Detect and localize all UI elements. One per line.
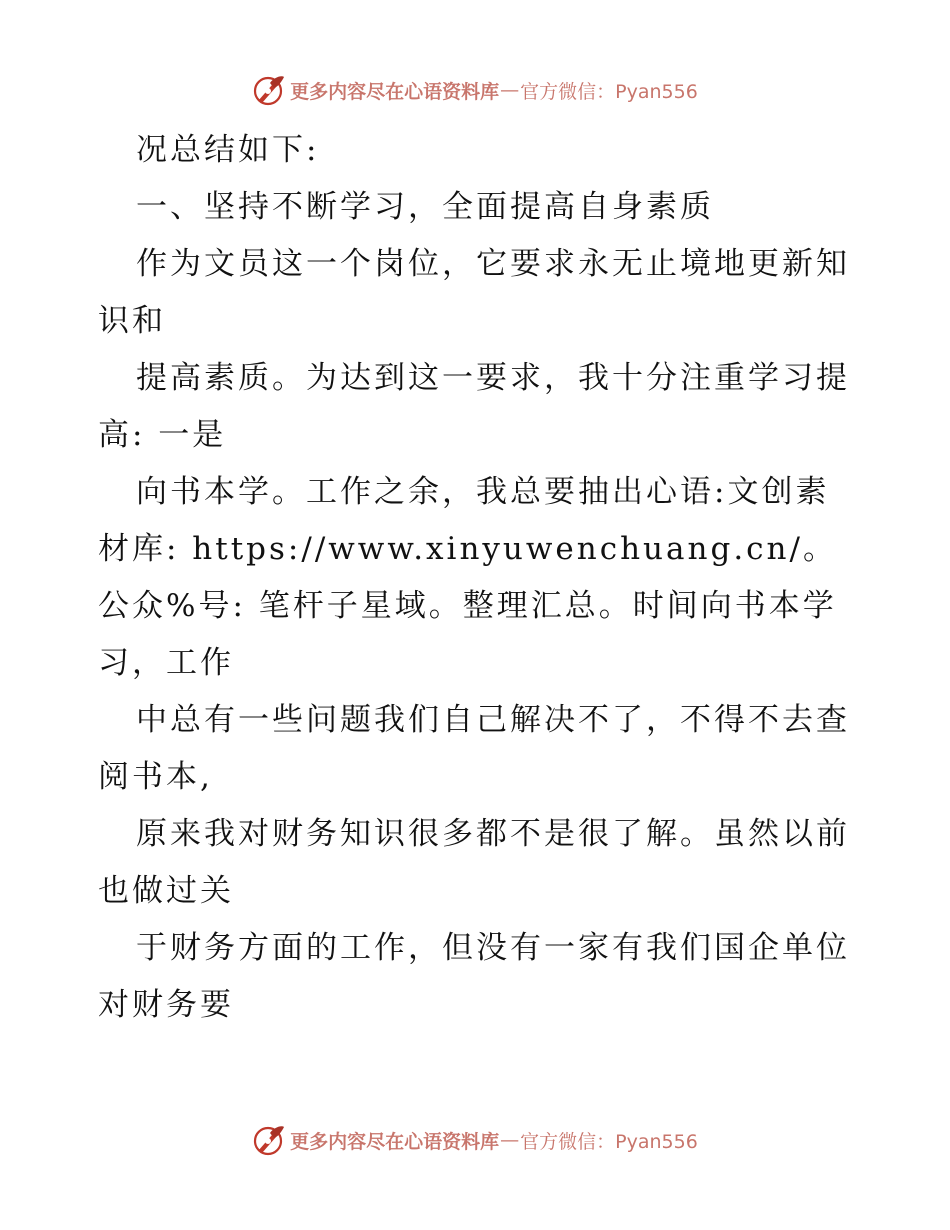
quill-pen-logo-icon — [252, 1123, 286, 1157]
document-body — [98, 122, 858, 1034]
paragraph: 向书本学。工作之余，我总要抽出心语:文创素材库: https://www.xinyuwenchuang.cn/。公众%号: 笔杆子星域。整理汇总。时间向书本学习，工作 — [98, 474, 837, 681]
banner-dash: — — [500, 1129, 520, 1151]
header-banner — [0, 68, 950, 112]
banner-wechat-text: 官方微信：Pyan556 — [520, 1130, 698, 1153]
paragraph: 于财务方面的工作，但没有一家有我们国企单位对财务要 — [98, 930, 850, 1023]
paragraph: 中总有一些问题我们自己解决不了，不得不去查阅书本, — [98, 702, 850, 795]
quill-pen-logo-icon — [252, 73, 286, 107]
banner-main-text: 更多内容尽在心语资料库 — [290, 1130, 500, 1153]
paragraph: 况总结如下: — [136, 132, 320, 168]
banner-main-text: 更多内容尽在心语资料库 — [290, 80, 500, 103]
paragraph: 作为文员这一个岗位，它要求永无止境地更新知识和 — [98, 246, 850, 339]
section-heading: 一、坚持不断学习，全面提高自身素质 — [136, 189, 714, 225]
paragraph: 提高素质。为达到这一要求，我十分注重学习提高: 一是 — [98, 360, 850, 453]
footer-banner — [0, 1118, 950, 1162]
banner-dash: — — [500, 79, 520, 101]
paragraph: 原来我对财务知识很多都不是很了解。虽然以前也做过关 — [98, 816, 850, 909]
banner-wechat-text: 官方微信：Pyan556 — [520, 80, 698, 103]
